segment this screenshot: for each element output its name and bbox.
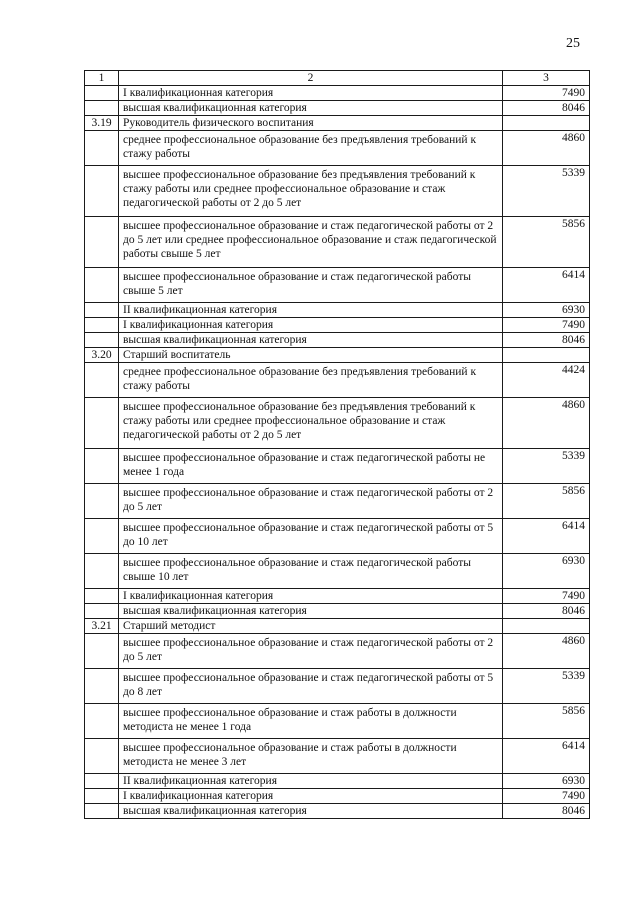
row-number-cell [85,166,119,217]
table-row [85,398,590,449]
row-salary-cell: 5339 [503,669,590,704]
table-row [85,804,590,819]
row-number-cell: 3.20 [85,348,119,363]
row-salary-cell: 5856 [503,217,590,268]
row-description-cell: высшее профессиональное образование и стаж работы в должности методиста не менее 1 года [119,704,503,739]
row-description-cell: II квалификационная категория [119,303,503,318]
table-row [85,217,590,268]
row-description-cell: Руководитель физического воспитания [119,116,503,131]
row-number-cell [85,101,119,116]
row-salary-cell: 8046 [503,604,590,619]
row-salary-cell: 7490 [503,318,590,333]
table-row [85,268,590,303]
row-description-cell: высшее профессиональное образование и стаж педагогической работы от 2 до 5 лет [119,634,503,669]
table-row [85,348,590,363]
table-row [85,116,590,131]
row-salary-cell: 5856 [503,704,590,739]
row-description-cell: среднее профессиональное образование без предъявления требований к стажу работы [119,131,503,166]
row-number-cell [85,268,119,303]
row-description-cell: высшее профессиональное образование и стаж педагогической работы от 2 до 5 лет [119,484,503,519]
table-row [85,704,590,739]
row-number-cell [85,554,119,589]
row-salary-cell: 6414 [503,519,590,554]
row-number-cell [85,363,119,398]
row-salary-cell: 6414 [503,268,590,303]
row-description-cell: высшее профессиональное образование и стаж педагогической работы от 5 до 10 лет [119,519,503,554]
table-row [85,554,590,589]
row-salary-cell: 8046 [503,804,590,819]
table-header-row [85,71,590,86]
row-description-cell: высшее профессиональное образование без предъявления требований к стажу работы или среднее профессиональное образование и стаж педагогической работы от 2 до 5 лет [119,166,503,217]
table-row [85,333,590,348]
row-description-cell: высшее профессиональное образование и стаж педагогической работы не менее 1 года [119,449,503,484]
row-number-cell: 3.21 [85,619,119,634]
row-salary-cell: 5339 [503,449,590,484]
row-number-cell [85,704,119,739]
row-salary-cell: 6930 [503,303,590,318]
row-description-cell: высшая квалификационная категория [119,333,503,348]
table-row [85,363,590,398]
table-row [85,449,590,484]
row-salary-cell: 7490 [503,86,590,101]
row-number-cell [85,669,119,704]
row-description-cell: высшая квалификационная категория [119,604,503,619]
row-salary-cell: 8046 [503,101,590,116]
row-salary-cell: 5339 [503,166,590,217]
row-salary-cell: 5856 [503,484,590,519]
table-row [85,789,590,804]
row-description-cell: высшая квалификационная категория [119,101,503,116]
row-description-cell: высшее профессиональное образование без предъявления требований к стажу работы или среднее профессиональное образование и стаж педагогической работы от 2 до 5 лет [119,398,503,449]
row-description-cell: высшее профессиональное образование и стаж педагогической работы свыше 5 лет [119,268,503,303]
row-description-cell: Старший методист [119,619,503,634]
table-row [85,669,590,704]
row-salary-cell: 4860 [503,398,590,449]
row-salary-cell: 8046 [503,333,590,348]
header-col-3: 3 [503,71,590,86]
table-row [85,739,590,774]
row-description-cell: высшее профессиональное образование и стаж педагогической работы от 5 до 8 лет [119,669,503,704]
row-number-cell [85,774,119,789]
header-col-2: 2 [119,71,503,86]
row-description-cell: II квалификационная категория [119,774,503,789]
row-number-cell [85,131,119,166]
row-salary-cell: 7490 [503,589,590,604]
row-number-cell: 3.19 [85,116,119,131]
row-number-cell [85,589,119,604]
table-row [85,589,590,604]
row-number-cell [85,789,119,804]
row-number-cell [85,484,119,519]
row-number-cell [85,739,119,774]
row-salary-cell [503,348,590,363]
row-number-cell [85,604,119,619]
table-row [85,303,590,318]
page-number: 25 [566,36,580,51]
row-number-cell [85,519,119,554]
table-row [85,484,590,519]
row-description-cell: I квалификационная категория [119,318,503,333]
row-number-cell [85,217,119,268]
row-salary-cell: 4860 [503,131,590,166]
row-number-cell [85,804,119,819]
salary-table [84,70,590,819]
table-row [85,101,590,116]
row-salary-cell: 6930 [503,554,590,589]
row-description-cell: высшее профессиональное образование и стаж педагогической работы свыше 10 лет [119,554,503,589]
row-number-cell [85,318,119,333]
table-row [85,166,590,217]
row-number-cell [85,398,119,449]
row-description-cell: Старший воспитатель [119,348,503,363]
row-number-cell [85,449,119,484]
table-row [85,131,590,166]
table-row [85,619,590,634]
table-row [85,86,590,101]
row-description-cell: I квалификационная категория [119,789,503,804]
row-salary-cell: 4424 [503,363,590,398]
row-salary-cell [503,619,590,634]
row-salary-cell: 6414 [503,739,590,774]
row-description-cell: среднее профессиональное образование без предъявления требований к стажу работы [119,363,503,398]
header-col-1: 1 [85,71,119,86]
table-row [85,634,590,669]
table-row [85,519,590,554]
row-salary-cell: 4860 [503,634,590,669]
table-body [85,71,590,819]
row-number-cell [85,303,119,318]
row-description-cell: высшее профессиональное образование и стаж работы в должности методиста не менее 3 лет [119,739,503,774]
row-salary-cell: 7490 [503,789,590,804]
row-number-cell [85,333,119,348]
table-row [85,774,590,789]
table-row [85,604,590,619]
row-salary-cell: 6930 [503,774,590,789]
row-number-cell [85,634,119,669]
row-description-cell: высшее профессиональное образование и стаж педагогической работы от 2 до 5 лет или среднее профессиональное образование и стаж педагогической работы свыше 5 лет [119,217,503,268]
row-description-cell: I квалификационная категория [119,589,503,604]
row-description-cell: I квалификационная категория [119,86,503,101]
row-salary-cell [503,116,590,131]
table-row [85,318,590,333]
row-number-cell [85,86,119,101]
row-description-cell: высшая квалификационная категория [119,804,503,819]
